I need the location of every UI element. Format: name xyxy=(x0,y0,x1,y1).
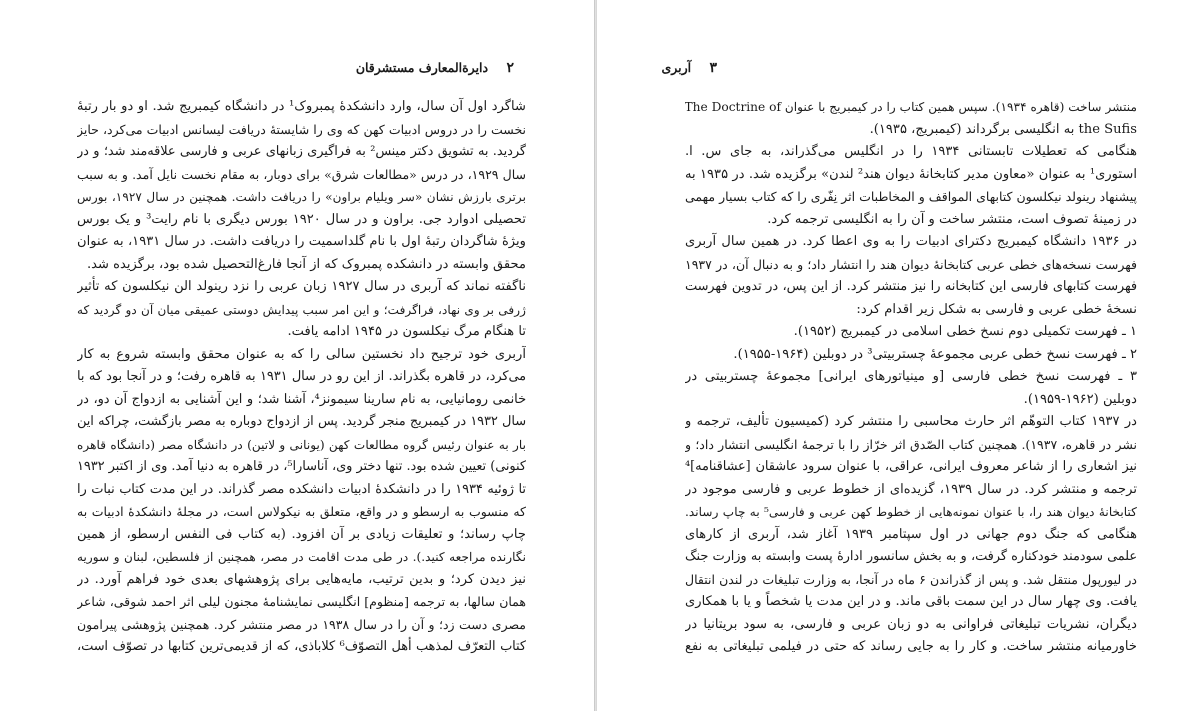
text-line: برتری بارزش نشان «سر ویلیام براون» را دریافت داشت. همچنین در سال ۱۹۲۷، بورس xyxy=(77,190,526,204)
text-line: در لیورپول منتقل شد. و پس از گذراندن ۶ ماه در آنجا، به وزارت تبلیغات در لندن انتقال xyxy=(685,571,1137,587)
text-line: همان سالها، به ترجمه [منظوم] انگلیسی نمایشنامهٔ مجنون لیلی اثر احمد شوقی، شاعر xyxy=(77,594,526,609)
text-line: محقق وابسته در دانشکده پمبروک که از آنجا فارغ‌التحصیل شده بود، برگزیده شد. xyxy=(86,256,526,272)
text-line: استوری¹ به عنوان «معاون مدیر کتابخانهٔ دیوان هند² لندن» برگزیده شد. در ۱۹۳۵ به xyxy=(685,166,1137,182)
text-line: نیز دیدن کرد؛ و بدین ترتیب، مایه‌هایی برای پژوهشهای بعدی خود فراهم آورد. در xyxy=(77,571,526,587)
text-line: ویژهٔ شاگردان رتبهٔ اول با نام گلداسمیت را دریافت داشت. در سال ۱۹۳۱، به عنوان xyxy=(77,234,526,249)
text-line: چاپ رساند؛ و تعلیقات زیادی بر آن افزود. (به کتاب فی النفس ارسطو، از همین xyxy=(77,526,526,542)
text-line: ۳ ـ فهرست نسخ خطی فارسی [و مینیاتورهای ایرانی] مجموعهٔ چستربیتی در xyxy=(685,369,1137,384)
text-line: پیشنهاد رینولد نیکلسون کتابهای المواقف و المخاطبات اثر نِفّری را که کتاب بسیار مهمی xyxy=(685,189,1137,204)
text-line: نشر در قاهره، ۱۹۳۷). همچنین کتاب الصّدق اثر خرّاز را با ترجمهٔ انگلیسی انتشار داد؛ و xyxy=(685,436,1137,452)
text-line: در زمینهٔ تصوف است، منتشر ساخت و آن را به انگلیسی ترجمه کرد. xyxy=(767,211,1137,227)
text-line: فهرست نسخه‌های خطی عربی کتابخانهٔ دیوان هند را انتشار داد؛ و به دنبال آن، در ۱۹۳۷ xyxy=(685,256,1137,272)
text-line: سال ۱۹۲۹، در درس «مطالعات شرق» برای دوبار، به مقام نخست نایل آمد. و به سبب xyxy=(77,166,526,182)
text-line: ناگفته نماند که آربری در سال ۱۹۲۷ زبان عربی را نزد رینولد الن نیکلسون که تأثیر xyxy=(77,279,526,294)
text-line: تا هنگام مرگ نیکلسون در ۱۹۴۵ ادامه یافت. xyxy=(287,324,526,339)
text-line: ۲ ـ فهرست نسخ خطی عربی مجموعهٔ چستربیتی³ در دوبلین (۱۹۶۴-۱۹۵۵). xyxy=(733,346,1137,362)
text-line: گردید. به تشویق دکتر مینس² به فراگیری زبانهای عربی و فارسی علاقه‌مند شد؛ و در xyxy=(77,144,526,159)
text-line: ترجمه و منتشر کرد. در سال ۱۹۳۹، گزیده‌ای از خطوط عربی و فارسی موجود در xyxy=(685,481,1137,497)
text-line: که منسوب به ارسطو و در واقع، متعلق به نیکولاس است، در مجلهٔ دانشکدهٔ ادبیات به xyxy=(77,504,526,519)
text-line: کتاب التعرّف لمذهب أهل التصوّف⁶ کلاباذی، که از قدیمی‌ترین کتابها در تصوّف است، xyxy=(77,639,526,654)
page-number: ۳ xyxy=(709,60,717,76)
text-line: ژرفی بر وی نهاد، فراگرفت؛ و این امر سبب پیدایش دوستی عمیقی میان آن دو گردید که xyxy=(77,302,526,317)
text-line: نخست را در دروس ادبیات کهن که وی را شایستهٔ دریافت لیسانس ادبیات می‌کرد، حایز xyxy=(77,121,526,137)
text-line: مصری دست زد؛ و آن را در سال ۱۹۳۸ در مصر منتشر کرد. همچنین پژوهشی پیرامون xyxy=(77,616,526,632)
text-line: دیگران، نشریات تبلیغاتی فراوانی به دو زبان عربی و فارسی، به سود بریتانیا در xyxy=(685,616,1137,632)
left-page xyxy=(0,0,594,711)
text-line: آربری خود ترجیح داد نخستین سالی را که به عنوان محقق وابسته شروع به کار xyxy=(77,346,526,362)
running-head-title: آربری xyxy=(661,60,692,75)
text-line: کنونی) تعیین شده بود. تنها دختر وی، آناسارا⁵، در قاهره به دنیا آمد. وی از اکتبر ۱۹۳۲ xyxy=(77,459,526,474)
text-line: ۱ ـ فهرست تکمیلی دوم نسخ خطی اسلامی در کیمبریج (۱۹۵۲). xyxy=(793,324,1137,339)
running-head xyxy=(356,60,514,76)
text-line: خانمی رومانیایی، به نام سارینا سیمونز⁴، آشنا شد؛ و این آشنایی به ازدواج آن دو، در xyxy=(77,391,526,407)
text-line: فهرست کتابهای فارسی این کتابخانه را نیز منتشر کرد. از این پس، در تدوین فهرست xyxy=(685,279,1137,294)
text-line: the Sufis به انگلیسی برگرداند (کیمبریج، ۱۹۳۵). xyxy=(869,121,1137,137)
text-line: شاگرد اول آن سال، وارد دانشکدهٔ پمبروک¹ در دانشگاه کیمبریج شد. او دو بار رتبهٔ xyxy=(77,99,526,114)
text-line: هنگامی که تعطیلات تابستانی ۱۹۳۴ را در انگلیس می‌گذراند، به جای س. ا. xyxy=(685,144,1137,159)
running-head-title: دایرةالمعارف مستشرقان xyxy=(355,60,489,75)
page-body xyxy=(77,96,526,659)
page-body xyxy=(685,96,1137,659)
text-line: علمی سودمند خودکناره گرفت، و به بخش سانسور ادارهٔ پست وابسته به وزارت جنگ xyxy=(685,549,1137,564)
text-line: تحصیلی ادوارد جی. براون و در سال ۱۹۲۰ بورس دیگری با نام رایت³ و یک بورس xyxy=(77,211,526,227)
text-line: خاورمیانه منتشر ساخت. و کار را به جایی رساند که حتی در فیلمی تبلیغاتی به نفع xyxy=(685,639,1137,654)
page-number: ۲ xyxy=(506,60,514,76)
text-line: تا ژوئیه ۱۹۳۴ را در دانشکدهٔ ادبیات دانشکده مصر گذراند. در این مدت کتاب نبات را xyxy=(77,481,526,497)
text-line: در ۱۹۳۶ دانشگاه کیمبریج دکترای ادبیات را به وی اعطا کرد. در همین سال آربری xyxy=(685,234,1137,249)
text-line: بار به عنوان رئیس گروه مطالعات کهن (یونانی و لاتین) در دانشگاه مصر (دانشگاه قاهره xyxy=(77,437,526,452)
text-line: نگارنده مراجعه کنید.). در طی مدت اقامت در مصر، همچنین از فلسطین، لبنان و سوریه xyxy=(77,550,526,564)
text-line: نسخهٔ خطی عربی و فارسی به شکل زیر اقدام کرد: xyxy=(856,301,1137,317)
text-line: یافت. وی چهار سال در این سمت باقی ماند. و در این مدت یا شخصاً و یا با همکاری xyxy=(685,594,1137,609)
text-line: سال ۱۹۳۲ در کیمبریج منجر گردید. پس از ازدواج دوباره به مصر بازگشت، چراکه این xyxy=(77,414,526,429)
text-line: می‌کرد، در قاهره بگذراند. از این رو در سال ۱۹۳۱ به قاهره رفت؛ و در آنجا بود که با xyxy=(77,369,526,384)
text-line: منتشر ساخت (قاهره ۱۹۳۴). سپس همین کتاب را در کیمبریج با عنوان The Doctrine of xyxy=(685,100,1137,114)
right-page xyxy=(597,0,1191,711)
text-line: در ۱۹۳۷ کتاب التوهّم اثر حارث محاسبی را منتشر کرد (کمیسیون تألیف، ترجمه و xyxy=(685,414,1137,429)
text-line: نیز اشعاری را از شاعر معروف ایرانی، عراقی، با عنوان سرود عاشقان [عشاقنامه]⁴ xyxy=(685,459,1137,474)
text-line: کتابخانهٔ دیوان هند را، با عنوان نمونه‌هایی از خطوط کهن عربی و فارسی⁵ به چاپ رساند. xyxy=(685,505,1137,519)
running-head xyxy=(661,60,717,76)
text-line: هنگامی که جنگ دوم جهانی در اول سپتامبر ۱۹۳۹ آغاز شد، آربری از کارهای xyxy=(685,526,1137,542)
text-line: دوبلین (۱۹۶۲-۱۹۵۹). xyxy=(1023,391,1137,407)
